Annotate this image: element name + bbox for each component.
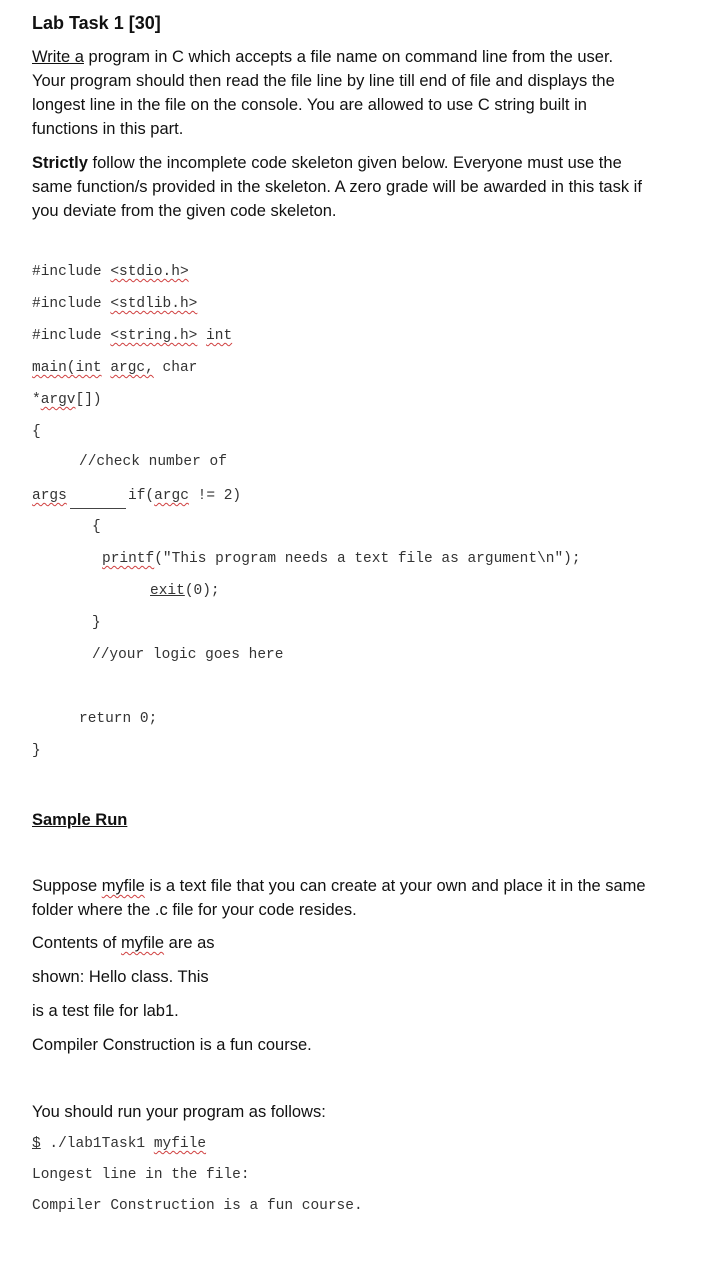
code-inner-close-brace: } xyxy=(92,615,101,631)
run-instructions: You should run your program as follows: xyxy=(32,1103,326,1121)
code-token: []) xyxy=(75,392,102,408)
code-token: (0); xyxy=(184,583,220,599)
code-include-string xyxy=(32,328,232,344)
code-include-stdio xyxy=(32,264,189,280)
code-argv xyxy=(32,392,102,408)
code-token: argv xyxy=(40,392,76,408)
code-return: return 0; xyxy=(79,711,158,727)
code-token: * xyxy=(32,392,41,408)
contents-text: are as xyxy=(164,934,215,952)
contents-line xyxy=(32,931,215,955)
sample-run-heading: Sample Run xyxy=(32,811,128,829)
code-token xyxy=(197,328,206,344)
code-token: int xyxy=(206,328,233,344)
output-line-1: Longest line in the file: xyxy=(32,1167,250,1183)
intro-paragraph-line-2: Your program should then read the file line by line till end of file and displays the xyxy=(32,72,615,90)
code-comment-logic: //your logic goes here xyxy=(92,647,284,663)
code-token: #include xyxy=(32,296,111,312)
intro-text-1: program in C which accepts a file name on command line from the user. xyxy=(83,48,614,66)
contents-text: myfile xyxy=(120,934,165,952)
sample-text: is a text file that you can create at your own and place it in the same xyxy=(144,877,646,895)
intro-paragraph-line-3: longest line in the file on the console. You are allowed to use C string built in xyxy=(32,96,587,114)
code-token: argc xyxy=(154,488,189,504)
rules-text-1: follow the incomplete code skeleton given below. Everyone must use the xyxy=(87,154,622,172)
code-token: main(int xyxy=(32,360,102,376)
code-close-brace: } xyxy=(32,743,41,759)
rules-paragraph-line-3: you deviate from the given code skeleton. xyxy=(32,202,337,220)
compiler-line: Compiler Construction is a fun course. xyxy=(32,1036,312,1054)
code-token: exit xyxy=(150,583,185,599)
code-blank-underline xyxy=(70,508,126,509)
code-token: != 2) xyxy=(188,488,242,504)
code-token: argc, xyxy=(110,360,154,376)
code-inner-open-brace: { xyxy=(92,519,101,535)
code-token: ("This program needs a text file as argument\n"); xyxy=(154,551,581,567)
code-open-brace: { xyxy=(32,424,41,440)
output-line-2: Compiler Construction is a fun course. xyxy=(32,1198,363,1214)
command-token: ./lab1Task1 xyxy=(40,1136,154,1152)
shown-line: shown: Hello class. This xyxy=(32,968,209,986)
code-printf xyxy=(102,551,581,567)
code-if-statement xyxy=(128,488,241,504)
code-token: <stdio.h> xyxy=(110,264,189,280)
test-file-line: is a test file for lab1. xyxy=(32,1002,179,1020)
code-main-signature xyxy=(32,360,197,376)
rules-paragraph-line-2: same function/s provided in the skeleton. A zero grade will be awarded in this task if xyxy=(32,178,642,196)
code-args-label xyxy=(32,488,67,504)
strictly-word: Strictly xyxy=(32,154,88,172)
sample-text: Suppose xyxy=(32,877,102,895)
code-token: #include xyxy=(32,328,111,344)
command-token: $ xyxy=(32,1136,41,1152)
write-word: Write a xyxy=(32,48,84,66)
sample-text: myfile xyxy=(101,877,145,895)
code-token: if( xyxy=(128,488,155,504)
command-token: myfile xyxy=(153,1136,207,1152)
intro-paragraph-line-1 xyxy=(32,45,613,69)
code-token: args xyxy=(32,488,67,504)
command-line xyxy=(32,1136,206,1152)
code-comment-check: //check number of xyxy=(79,454,227,470)
rules-paragraph-line-1 xyxy=(32,151,622,175)
page-title: Lab Task 1 [30] xyxy=(32,13,161,33)
sample-paragraph-line-2: folder where the .c file for your code resides. xyxy=(32,901,357,919)
intro-paragraph-line-4: functions in this part. xyxy=(32,120,184,138)
code-exit xyxy=(150,583,220,599)
code-token: char xyxy=(153,360,198,376)
code-token: printf xyxy=(102,551,155,567)
code-include-stdlib xyxy=(32,296,197,312)
code-token: <string.h> xyxy=(110,328,198,344)
code-token: <stdlib.h> xyxy=(110,296,198,312)
code-token: #include xyxy=(32,264,111,280)
sample-paragraph-line-1 xyxy=(32,874,646,898)
contents-text: Contents of xyxy=(32,934,121,952)
